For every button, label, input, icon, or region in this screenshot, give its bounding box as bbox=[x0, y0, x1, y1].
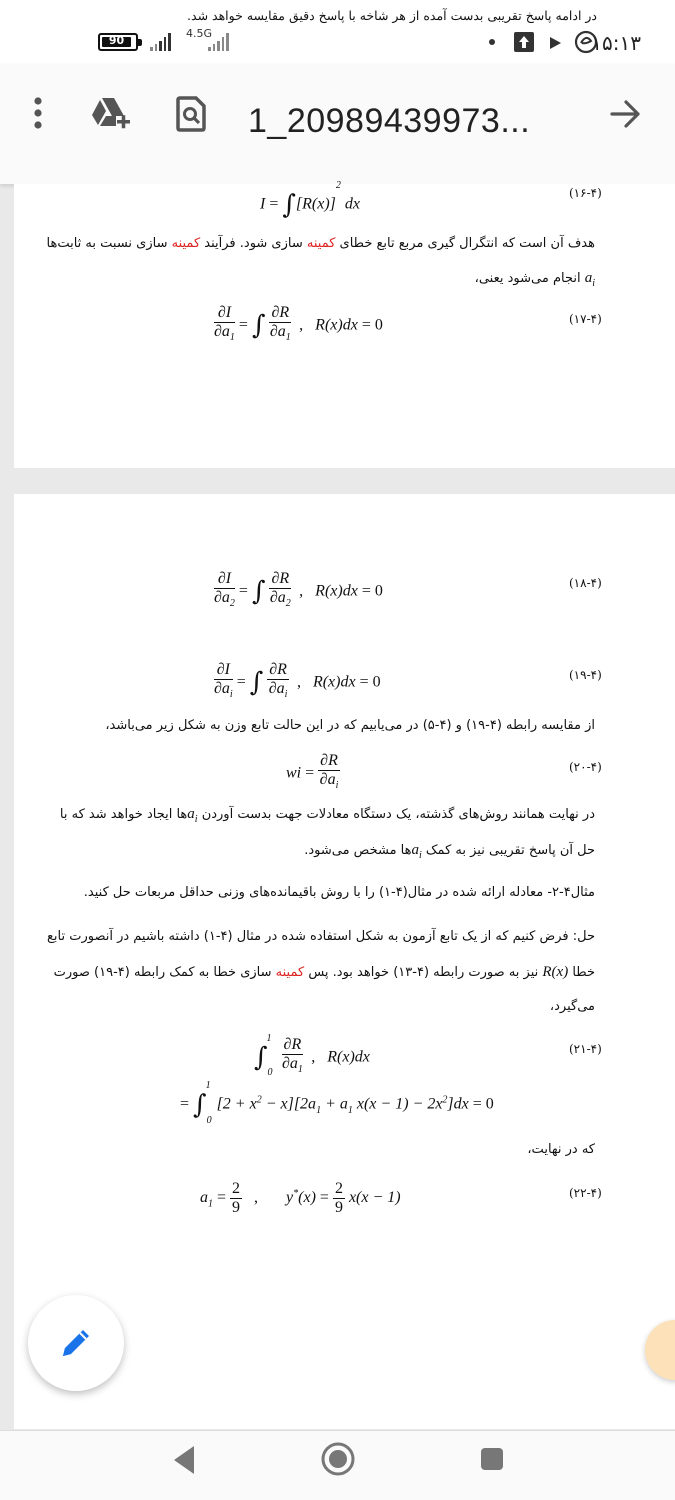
search-doc-icon[interactable] bbox=[176, 96, 208, 132]
paragraph-1-line-2: $a_i$ انجام می‌شود یعنی، bbox=[474, 270, 595, 289]
navigation-bar bbox=[0, 1430, 675, 1500]
paragraph-1-line-1: هدف آن است که انتگرال گیری مربع تابع خطای کمینه سازی شود. فرآیند کمینه سازی نسبت به ثابت‌ها bbox=[46, 236, 595, 251]
edit-fab[interactable] bbox=[28, 1295, 124, 1391]
solution-line-1: حل: فرض کنیم که از یک تابع آزمون به شکل استفاده شده در مثال (۴-۱) داشته باشیم در آنصورت تابع bbox=[46, 929, 595, 944]
equation-20: wi = $\frac{\partial R}{\partial a_i}$ bbox=[286, 752, 339, 792]
network-type: 4.5G bbox=[186, 27, 213, 40]
more-vert-icon[interactable] bbox=[30, 96, 46, 130]
document-title: 1_20989439973... bbox=[248, 102, 531, 140]
play-icon bbox=[548, 36, 562, 50]
arrow-right-icon[interactable] bbox=[610, 100, 642, 128]
document-page-2 bbox=[14, 494, 675, 1429]
back-icon[interactable] bbox=[172, 1445, 196, 1475]
equation-21-number: (۲۱-۴) bbox=[569, 1042, 602, 1056]
equation-16-number: (۱۶-۴) bbox=[569, 186, 602, 200]
document-page-1 bbox=[14, 180, 675, 468]
paragraph-3-line-2: حل آن پاسخ تقریبی نیز به کمک $a_iها$ مشخص می‌شود. bbox=[304, 842, 595, 861]
pencil-icon bbox=[58, 1325, 94, 1361]
equation-21-line-2: = $\int_0^1[2 + x^2 - x][2a_1 + a_1$ $x(x - 1) - 2x^2]dx = 0$ bbox=[180, 1080, 494, 1126]
equation-22-number: (۲۲-۴) bbox=[569, 1186, 602, 1200]
notification-text: در ادامه پاسخ تقریبی بدست آمده از هر شاخه با پاسخ دقیق مقایسه خواهد شد. bbox=[187, 8, 597, 23]
equation-22: $a_1$ = $\frac{2}{9}$ , y*(x) = $\frac{2}{9}$ x(x − 1) bbox=[200, 1180, 401, 1216]
paragraph-3-line-1: در نهایت همانند روش‌های گذشته، یک دستگاه معادلات جهت بدست آوردن $a_iها$ ایجاد خواهد شد که با bbox=[59, 806, 595, 825]
drive-add-icon[interactable] bbox=[90, 96, 132, 132]
signal-icon bbox=[150, 33, 171, 51]
equation-19-number: (۱۹-۴) bbox=[569, 668, 602, 682]
status-bar bbox=[0, 0, 675, 64]
equation-17: $\frac{\partial I}{\partial a_1}$ = ∫ $\frac{\partial R}{\partial a_1}$ , R(x)dx = 0 bbox=[214, 304, 383, 344]
equation-17-number: (۱۷-۴) bbox=[569, 312, 602, 326]
upload-icon bbox=[514, 32, 534, 52]
equation-21-line-1: $\int_0^1$ $\frac{\partial R}{\partial a_1}$ , R(x)dx bbox=[254, 1032, 370, 1079]
battery-icon bbox=[98, 33, 138, 51]
recents-icon[interactable] bbox=[480, 1447, 504, 1471]
equation-16: $I = \int[R(x)]^2$ dx bbox=[260, 180, 360, 220]
equation-18-number: (۱۸-۴) bbox=[569, 576, 602, 590]
home-icon[interactable] bbox=[320, 1441, 356, 1477]
battery-level: 90 bbox=[108, 34, 125, 47]
equation-20-number: (۲۰-۴) bbox=[569, 760, 602, 774]
paragraph-4: که در نهایت، bbox=[527, 1142, 595, 1157]
paragraph-2: از مقایسه رابطه (۴-۱۹) و (۴-۵) در می‌یابیم که در این حالت تابع وزن به شکل زیر می‌باشد، bbox=[105, 718, 595, 733]
solution-line-3: می‌گیرد، bbox=[549, 999, 595, 1014]
equation-18: $\frac{\partial I}{\partial a_2}$ = ∫ $\frac{\partial R}{\partial a_2}$ , R(x)dx = 0 bbox=[214, 570, 383, 610]
clock: ۱۵:۱۳ bbox=[591, 31, 641, 55]
dot-icon bbox=[488, 38, 496, 46]
example-title: مثال۴-۲- معادله ارائه شده در مثال(۴-۱) را با روش باقیمانده‌های وزنی حداقل مربعات حل کنید. bbox=[83, 885, 595, 900]
equation-19: $\frac{\partial I}{\partial a_i}$ = ∫ $\frac{\partial R}{\partial a_i}$ , R(x)dx = 0 bbox=[214, 661, 381, 701]
signal-icon-2 bbox=[208, 33, 229, 51]
solution-line-2: خطا R(x) نیز به صورت رابطه (۴-۱۳) خواهد بود. پس کمینه سازی خطا به کمک رابطه (۴-۱۹) صورت bbox=[53, 964, 595, 980]
